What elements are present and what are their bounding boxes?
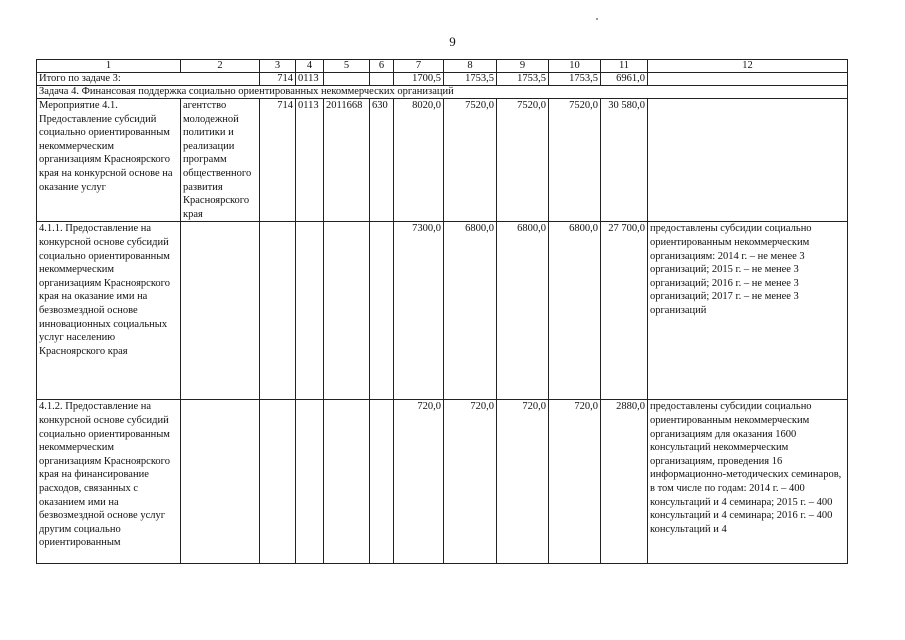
cell-c11: 2880,0 (601, 400, 648, 564)
total-c8: 1753,5 (444, 73, 497, 86)
cell-c8: 7520,0 (444, 99, 497, 222)
cell-c5 (324, 400, 370, 564)
cell-c6: 630 (370, 99, 394, 222)
col-header: 11 (601, 60, 648, 73)
col-header: 8 (444, 60, 497, 73)
cell-c10: 6800,0 (549, 222, 601, 400)
executor: агентство молодежной политики и реализации программ общественного развития Красноярского края (181, 99, 260, 222)
total-row (37, 73, 848, 86)
cell-c4 (296, 400, 324, 564)
cell-c7: 8020,0 (394, 99, 444, 222)
cell-c9: 6800,0 (497, 222, 549, 400)
column-number-row (37, 60, 848, 73)
page-number: 9 (449, 34, 456, 49)
cell-c8: 6800,0 (444, 222, 497, 400)
total-c7: 1700,5 (394, 73, 444, 86)
col-header: 3 (260, 60, 296, 73)
table-row (37, 99, 848, 222)
total-c10: 1753,5 (549, 73, 601, 86)
col-header: 4 (296, 60, 324, 73)
measure-name: 4.1.2. Предоставление на конкурсной основе субсидий социально ориентированным некоммерческим организациям Красноярского края на финансирование расходов, связанных с оказанием ими на безвозмездной основе услуг другим социально ориентированным (37, 400, 181, 564)
measure-name: Мероприятие 4.1. Предоставление субсидий социально ориентированным некоммерческим организациям Красноярского края на конкурсной основе на оказание услуг (37, 99, 181, 222)
cell-c6 (370, 222, 394, 400)
total-c5 (324, 73, 370, 86)
cell-c11: 30 580,0 (601, 99, 648, 222)
result-description: предоставлены субсидии социально ориентированным некоммерческим организациям: 2014 г. – не менее 3 организаций; 2015 г. – не менее 3 организаций; 2016 г. – не менее 3 организаций; 2017 г. – не менее 3 организаций (648, 222, 848, 400)
col-header: 6 (370, 60, 394, 73)
col-header: 1 (37, 60, 181, 73)
task-heading-row (37, 86, 848, 99)
executor (181, 400, 260, 564)
cell-c12 (648, 99, 848, 222)
cell-c4 (296, 222, 324, 400)
col-header: 7 (394, 60, 444, 73)
cell-c10: 7520,0 (549, 99, 601, 222)
cell-c9: 7520,0 (497, 99, 549, 222)
program-table (36, 59, 848, 564)
cell-c9: 720,0 (497, 400, 549, 564)
cell-c8: 720,0 (444, 400, 497, 564)
total-c11: 6961,0 (601, 73, 648, 86)
total-label: Итого по задаче 3: (37, 73, 260, 86)
measure-name: 4.1.1. Предоставление на конкурсной основе субсидий социально ориентированным некоммерческим организациям Красноярского края на оказание ими на безвозмездной основе инновационных социальных услуг населению Красноярского края (37, 222, 181, 400)
total-c3: 714 (260, 73, 296, 86)
cell-c3 (260, 400, 296, 564)
cell-c3: 714 (260, 99, 296, 222)
total-c12 (648, 73, 848, 86)
col-header: 9 (497, 60, 549, 73)
col-header: 5 (324, 60, 370, 73)
table-row (37, 222, 848, 400)
scan-speck (596, 18, 598, 20)
total-c4: 0113 (296, 73, 324, 86)
cell-c7: 720,0 (394, 400, 444, 564)
cell-c6 (370, 400, 394, 564)
cell-c4: 0113 (296, 99, 324, 222)
col-header: 10 (549, 60, 601, 73)
cell-c11: 27 700,0 (601, 222, 648, 400)
cell-c5 (324, 222, 370, 400)
col-header: 2 (181, 60, 260, 73)
table-row (37, 400, 848, 564)
executor (181, 222, 260, 400)
total-c6 (370, 73, 394, 86)
cell-c5: 2011668 (324, 99, 370, 222)
col-header: 12 (648, 60, 848, 73)
cell-c7: 7300,0 (394, 222, 444, 400)
cell-c10: 720,0 (549, 400, 601, 564)
result-description: предоставлены субсидии социально ориентированным некоммерческим организациям для оказания 1600 консультаций некоммерческим организациям, проведения 16 информационно-методических семинаров, в том числе по годам: 2014 г. – 400 консультаций и 4 семинара; 2015 г. – 400 консультаций и 4 семинара; 2016 г. – 400 консультаций и 4 (648, 400, 848, 564)
task4-title: Задача 4. Финансовая поддержка социально ориентированных некоммерческих организаций (37, 86, 848, 99)
total-c9: 1753,5 (497, 73, 549, 86)
cell-c3 (260, 222, 296, 400)
